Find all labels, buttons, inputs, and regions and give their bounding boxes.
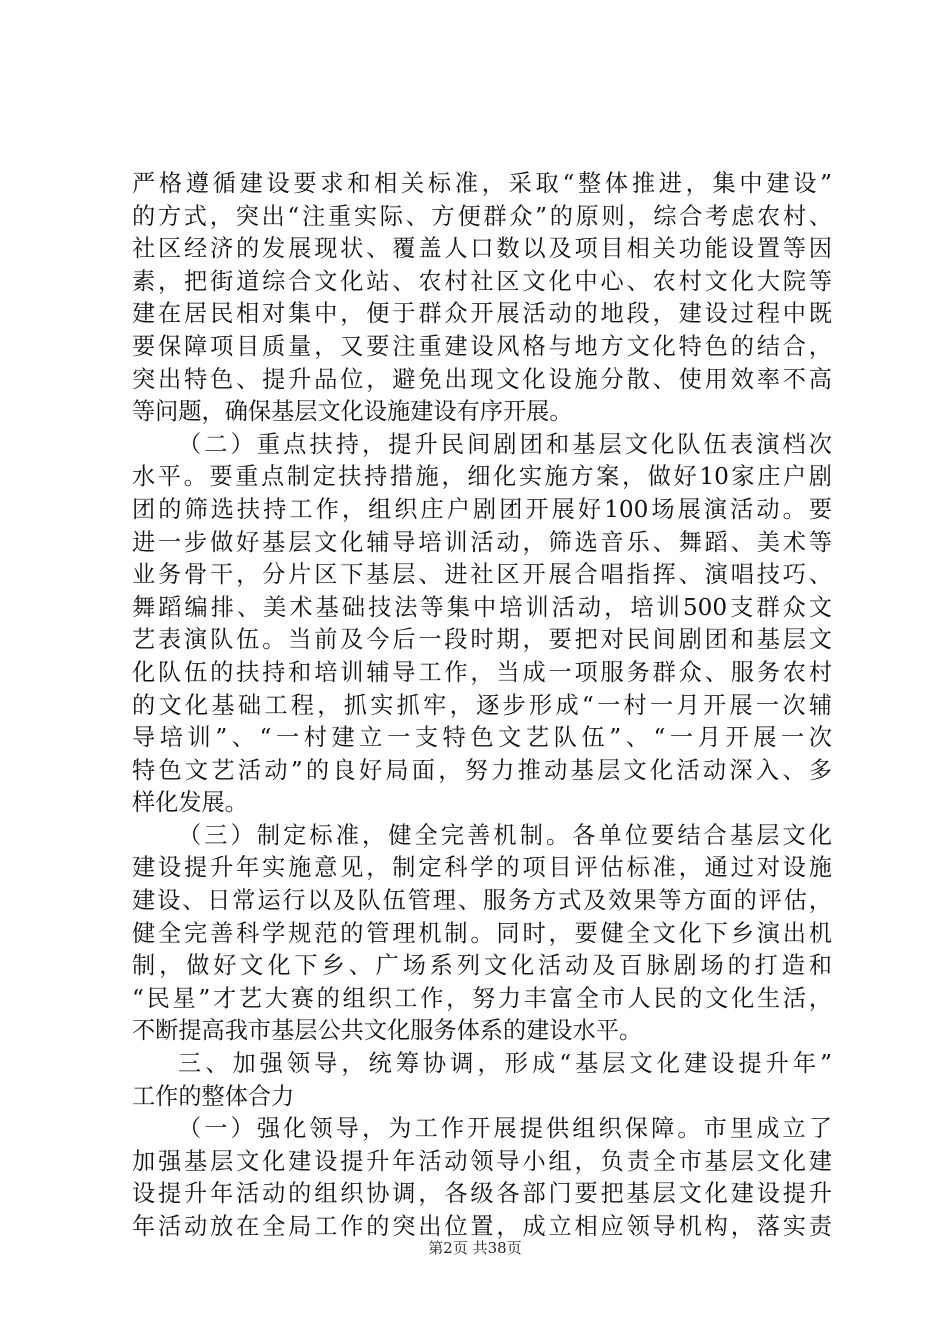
document-body	[132, 168, 832, 1244]
paragraph-start-line: （二）重点扶持，提升民间剧团和基层文化队伍表演档次	[178, 430, 832, 458]
text-line: 舞蹈编排、美术基础技法等集中培训活动，培训500支群众文	[132, 593, 832, 621]
page-footer: 第2页 共38页	[428, 1239, 522, 1257]
text-line: 社区经济的发展现状、覆盖人口数以及项目相关功能设置等因	[132, 235, 832, 263]
text-line: 样化发展。	[132, 789, 248, 817]
text-line: 化队伍的扶持和培训辅导工作，当成一项服务群众、服务农村	[132, 658, 832, 686]
text-line: 年活动放在全局工作的突出位置，成立相应领导机构，落实责	[132, 1213, 832, 1240]
text-line: 严格遵循建设要求和相关标准，采取“整体推进，集中建设”	[132, 170, 832, 197]
text-line: 的文化基础工程，抓实抓牢，逐步形成“一村一月开展一次辅	[132, 691, 832, 719]
text-line: 导培训”、“一村建立一支特色文艺队伍”、“一月开展一次	[132, 724, 832, 752]
text-line: 水平。要重点制定扶持措施，细化实施方案，做好10家庄户剧	[132, 463, 832, 491]
section-heading-line: 三、加强领导，统筹协调，形成“基层文化建设提升年”	[178, 1050, 832, 1078]
text-line: 要保障项目质量，又要注重建设风格与地方文化特色的结合，	[132, 332, 832, 360]
text-line: 进一步做好基层文化辅导培训活动，筛选音乐、舞蹈、美术等	[132, 528, 832, 556]
paragraph-start-line: （一）强化领导，为工作开展提供组织保障。市里成立了	[178, 1115, 832, 1143]
text-line: 建设提升年实施意见，制定科学的项目评估标准，通过对设施	[132, 854, 832, 882]
text-line: 制，做好文化下乡、广场系列文化活动及百脉剧场的打造和	[132, 952, 832, 980]
text-line: 建设、日常运行以及队伍管理、服务方式及效果等方面的评估，	[132, 887, 832, 915]
section-heading-line: 工作的整体合力	[132, 1082, 295, 1110]
text-line: 健全完善科学规范的管理机制。同时，要健全文化下乡演出机	[132, 919, 832, 947]
text-line: 加强基层文化建设提升年活动领导小组，负责全市基层文化建	[132, 1147, 832, 1175]
text-line: 等问题，确保基层文化设施建设有序开展。	[132, 398, 573, 426]
text-line: “民星”才艺大赛的组织工作，努力丰富全市人民的文化生活，	[132, 984, 832, 1012]
text-line: 特色文艺活动”的良好局面，努力推动基层文化活动深入、多	[132, 756, 832, 784]
text-line: 建在居民相对集中，便于群众开展活动的地段，建设过程中既	[132, 300, 832, 328]
text-line: 素，把街道综合文化站、农村社区文化中心、农村文化大院等	[132, 267, 832, 295]
text-line: 突出特色、提升品位，避免出现文化设施分散、使用效率不高	[132, 365, 832, 393]
text-line: 的方式，突出“注重实际、方便群众”的原则，综合考虑农村、	[132, 202, 832, 230]
text-line: 团的筛选扶持工作，组织庄户剧团开展好100场展演活动。要	[132, 495, 832, 523]
text-line: 艺表演队伍。当前及今后一段时期，要把对民间剧团和基层文	[132, 626, 832, 654]
text-line: 不断提高我市基层公共文化服务体系的建设水平。	[132, 1017, 643, 1045]
paragraph-start-line: （三）制定标准，健全完善机制。各单位要结合基层文化	[178, 821, 832, 849]
text-line: 业务骨干，分片区下基层、进社区开展合唱指挥、演唱技巧、	[132, 561, 832, 589]
text-line: 设提升年活动的组织协调，各级各部门要把基层文化建设提升	[132, 1180, 832, 1208]
